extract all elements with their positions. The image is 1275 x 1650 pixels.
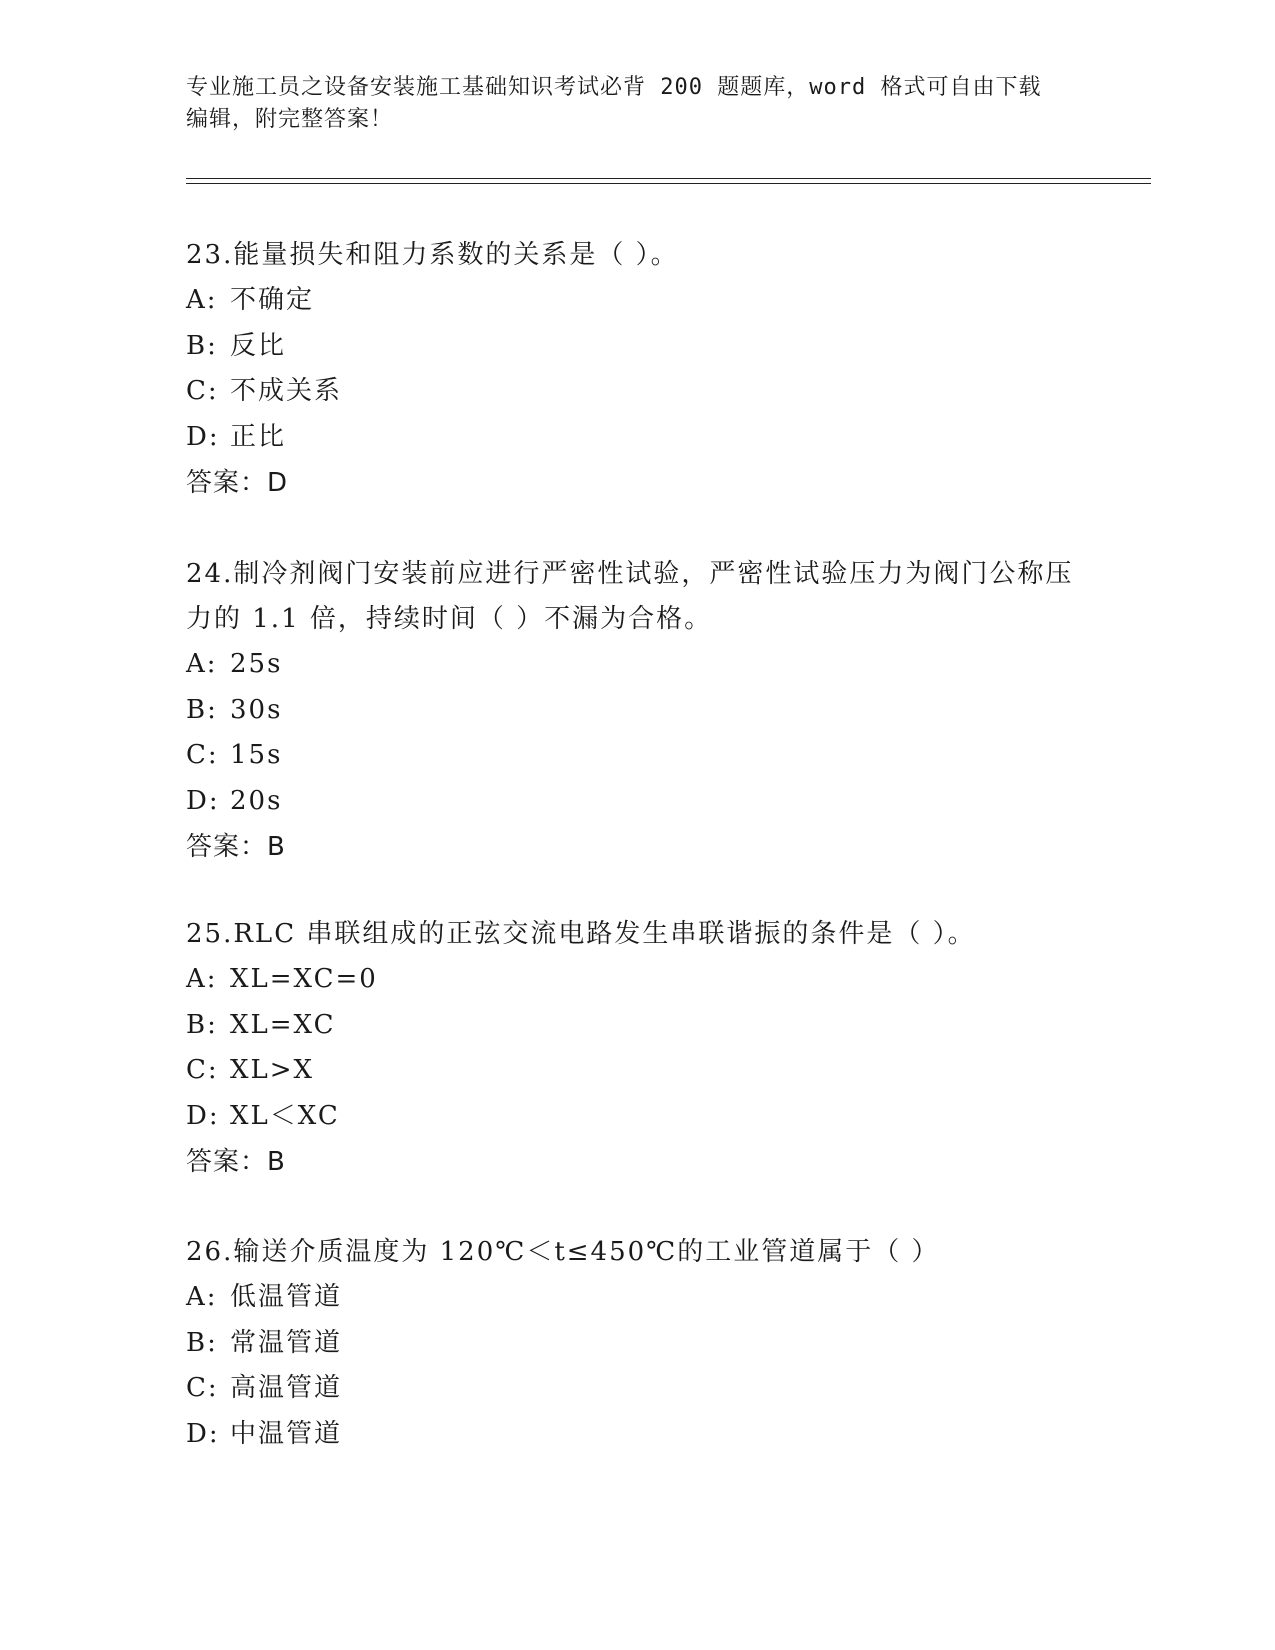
option-letter: A: [186,649,218,679]
option-letter: C: [186,1055,219,1085]
option-letter: D: [186,1418,220,1449]
answer-text: 答案：B [186,1147,286,1177]
option-letter: B: [186,1009,218,1040]
answer-text: 答案：B [186,832,286,862]
question-text: 26.输送介质温度为 120℃＜t≤450℃的工业管道属于（ ） [186,1237,940,1267]
document-header [186,72,1066,136]
question-26 [186,1230,1086,1457]
question-24 [186,552,1086,870]
header-divider-bottom [186,183,1151,184]
option-letter: C: [186,376,219,406]
option-letter: A: [186,964,218,994]
option-a [186,642,1086,688]
option-text: XL>X [230,1055,315,1085]
option-text: 反比 [230,330,287,361]
question-23 [186,233,1086,506]
option-b [186,688,1086,734]
option-b [186,1321,1086,1367]
option-c [186,369,1086,415]
header-line-2: 编辑，附完整答案！ [186,107,394,132]
option-text: 不确定 [230,285,315,315]
option-text: 中温管道 [230,1418,343,1449]
option-b [186,1003,1086,1049]
option-letter: B: [186,1327,218,1358]
option-letter: B: [186,330,218,361]
option-letter: C: [186,740,219,770]
option-letter: D: [186,1100,220,1131]
option-text: 30s [230,694,283,725]
option-text: 高温管道 [230,1373,343,1403]
option-a [186,957,1086,1003]
option-b [186,324,1086,370]
question-text: 25.RLC 串联组成的正弦交流电路发生串联谐振的条件是（ ）。 [186,919,976,949]
option-a [186,278,1086,324]
option-d [186,779,1086,825]
option-d [186,1412,1086,1458]
option-letter: C: [186,1373,219,1403]
option-text: XL=XC [230,1009,336,1040]
question-text: 24.制冷剂阀门安装前应进行严密性试验，严密性试验压力为阀门公称压力的 1.1 倍，持续时间（ ）不漏为合格。 [186,559,1074,634]
header-line-1: 专业施工员之设备安装施工基础知识考试必背 200 题题库，word 格式可自由下载 [186,75,1042,100]
question-25 [186,912,1086,1185]
option-letter: B: [186,694,218,725]
option-c [186,1366,1086,1412]
option-text: XL＜XC [230,1100,340,1131]
option-letter: A: [186,1282,218,1312]
option-d [186,415,1086,461]
option-text: 20s [230,785,283,816]
option-text: 低温管道 [230,1282,343,1312]
option-text: 常温管道 [230,1327,343,1358]
option-text: 15s [230,740,283,770]
question-text: 23.能量损失和阻力系数的关系是（ ）。 [186,240,679,270]
option-letter: D: [186,421,220,452]
option-a [186,1275,1086,1321]
answer-text: 答案：D [186,468,289,498]
header-divider-top [186,178,1151,179]
option-text: 25s [230,649,283,679]
option-text: XL=XC=0 [230,964,378,994]
option-d [186,1094,1086,1140]
option-c [186,733,1086,779]
option-letter: D: [186,785,220,816]
option-c [186,1048,1086,1094]
option-letter: A: [186,285,218,315]
option-text: 不成关系 [230,376,343,406]
option-text: 正比 [230,421,287,452]
